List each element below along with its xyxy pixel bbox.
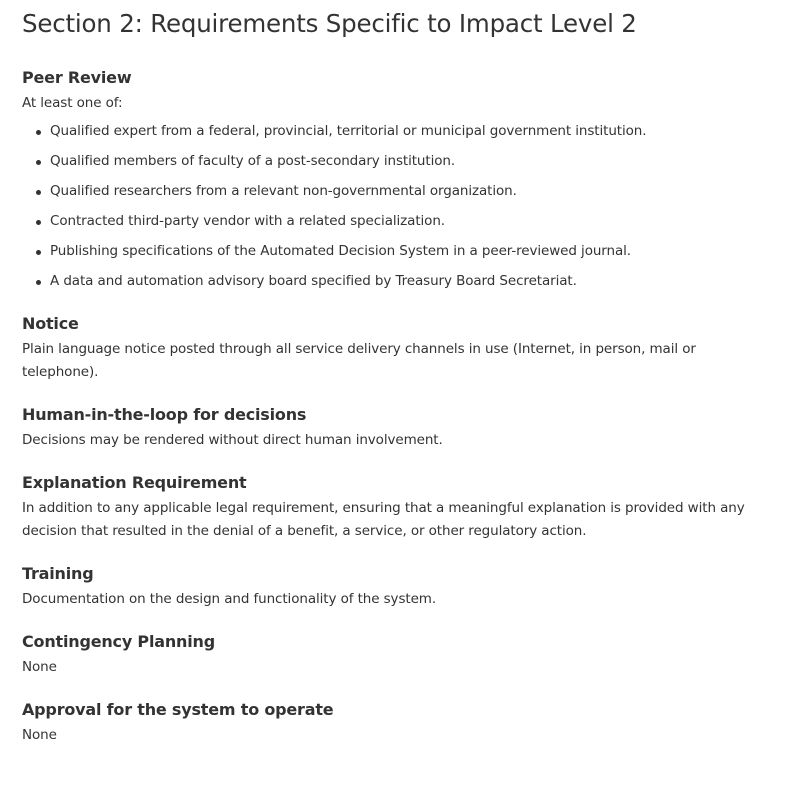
- list-item-text: Qualified expert from a federal, provincial, territorial or municipal government institution.: [50, 123, 647, 139]
- section-explanation-requirement: [22, 473, 767, 543]
- list-item: [22, 120, 767, 143]
- training-text: Documentation on the design and functionality of the system.: [22, 591, 437, 607]
- list-item: [22, 240, 767, 263]
- list-item: [22, 210, 767, 233]
- page-title: Section 2: Requirements Specific to Impact Level 2: [22, 9, 637, 38]
- list-item-text: Contracted third-party vendor with a related specialization.: [50, 213, 445, 229]
- bullet-icon: [36, 250, 41, 255]
- list-item-text: Qualified researchers from a relevant non-governmental organization.: [50, 183, 517, 199]
- list-item-text: Qualified members of faculty of a post-secondary institution.: [50, 153, 456, 169]
- approval-text: None: [22, 727, 57, 743]
- list-item-text: Publishing specifications of the Automated Decision System in a peer-reviewed journal.: [50, 243, 631, 259]
- list-item: [22, 180, 767, 203]
- section-contingency-planning: [22, 632, 767, 679]
- section-training: [22, 564, 767, 611]
- notice-text: Plain language notice posted through all service delivery channels in use (Internet, in person, mail or telephone).: [22, 341, 696, 380]
- bullet-icon: [36, 280, 41, 285]
- section-approval: [22, 700, 767, 747]
- list-item: [22, 150, 767, 173]
- peer-review-list: [22, 120, 767, 293]
- section-heading-contingency-planning: Contingency Planning: [22, 632, 215, 651]
- bullet-icon: [36, 190, 41, 195]
- section-notice: [22, 314, 767, 384]
- contingency-planning-text: None: [22, 659, 57, 675]
- section-heading-peer-review: Peer Review: [22, 68, 132, 87]
- section-heading-explanation-requirement: Explanation Requirement: [22, 473, 247, 492]
- list-item: [22, 270, 767, 293]
- peer-review-intro: At least one of:: [22, 95, 123, 111]
- human-in-the-loop-text: Decisions may be rendered without direct human involvement.: [22, 432, 443, 448]
- list-item-text: A data and automation advisory board specified by Treasury Board Secretariat.: [50, 273, 577, 289]
- section-human-in-the-loop: [22, 405, 767, 452]
- bullet-icon: [36, 220, 41, 225]
- section-heading-notice: Notice: [22, 314, 79, 333]
- section-heading-human-in-the-loop: Human-in-the-loop for decisions: [22, 405, 307, 424]
- section-heading-approval: Approval for the system to operate: [22, 700, 334, 719]
- section-heading-training: Training: [22, 564, 94, 583]
- explanation-requirement-text: In addition to any applicable legal requirement, ensuring that a meaningful explanation is provided with any decision that resulted in the denial of a benefit, a service, or other regulatory action.: [22, 500, 745, 539]
- section-peer-review: [22, 68, 767, 293]
- bullet-icon: [36, 130, 41, 135]
- bullet-icon: [36, 160, 41, 165]
